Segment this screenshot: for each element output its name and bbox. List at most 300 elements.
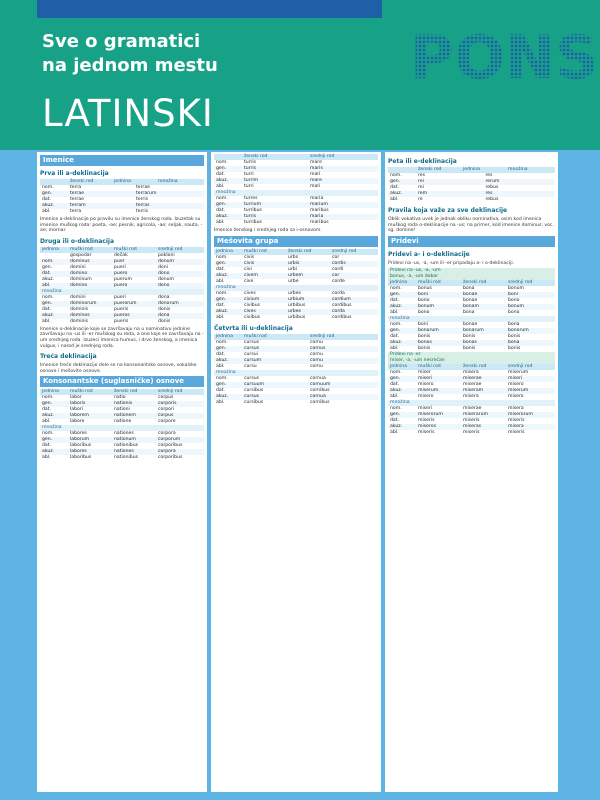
table-cell: gen.: [390, 412, 401, 418]
header-cell: ženski rod: [70, 179, 94, 184]
table-cell: abl.: [390, 430, 399, 436]
header-cell: muški rod: [244, 333, 267, 339]
header-cell: srednji rod: [158, 389, 183, 395]
header-cell: srednji rod: [310, 333, 335, 339]
table-cell: bona: [508, 322, 520, 328]
table-cell: nationis: [114, 401, 133, 407]
table-cell: labore: [70, 419, 85, 425]
table-cell: mari: [310, 172, 321, 177]
table-cell: abl.: [42, 209, 51, 214]
table-cell: dat.: [390, 334, 399, 340]
table-cell: nationi: [114, 407, 130, 413]
table-cell: rem: [418, 191, 428, 196]
table-cell: dominum: [70, 276, 92, 282]
table-cell: pokloni: [158, 252, 175, 258]
table-cell: civis: [244, 254, 255, 260]
table-cell: laboris: [70, 401, 86, 407]
header-cell: jednina: [114, 179, 131, 184]
table-cell: labori: [70, 407, 83, 413]
table-row: [388, 197, 555, 203]
table-cell: urbibus: [288, 314, 306, 320]
table-cell: marium: [310, 202, 328, 207]
header-cell: jednina: [390, 280, 407, 286]
word-label: bonus, -a, -um dobar: [388, 274, 555, 280]
table-cell: nom.: [42, 258, 54, 264]
table-cell: cordis: [332, 260, 346, 266]
table-cell: nationem: [114, 413, 136, 419]
table-cell: misera: [508, 406, 524, 412]
table-cell: puero: [114, 270, 128, 276]
table-cell: bona: [508, 340, 520, 346]
header-strip: [37, 0, 382, 18]
table-cell: pueris: [114, 306, 129, 312]
table-cell: terris: [136, 197, 148, 202]
header-cell: jednina: [216, 248, 233, 254]
table-cell: cornuum: [310, 381, 331, 387]
header-cell: ženski rod: [114, 389, 138, 395]
subtitle-line2: na jednom mestu: [42, 55, 218, 76]
logo-text: PONS: [410, 23, 599, 93]
table-cell: dono: [158, 282, 170, 288]
subtitle-line1: Sve o gramatici: [42, 31, 201, 52]
table-row: [214, 315, 378, 321]
table-cell: terrae: [136, 185, 150, 190]
header-cell: muški rod: [418, 364, 441, 370]
table-cell: urbes: [288, 290, 301, 296]
header-cell: ženski rod: [463, 280, 487, 286]
table-cell: corporibus: [158, 455, 183, 461]
plural-label: množina: [214, 370, 378, 376]
header-cell: muški rod: [70, 389, 93, 395]
table-cell: mari: [310, 184, 321, 189]
table-cell: gen.: [216, 345, 227, 351]
table-cell: abl.: [216, 184, 225, 189]
table-cell: corpus: [158, 413, 174, 419]
table-cell: nom.: [42, 431, 54, 437]
table-cell: corde: [332, 278, 345, 284]
table-cell: bonae: [463, 292, 478, 298]
table-cell: terra: [70, 185, 82, 190]
header: [0, 0, 600, 150]
table-cell: dat.: [42, 443, 51, 449]
table-cell: turri: [244, 184, 254, 189]
table-cell: turri: [244, 172, 254, 177]
table-cell: cursuum: [244, 381, 265, 387]
note: Imenice treće deklinacije dele se na konsonantske osnove, vokalske osnove i mešovite osnove.: [40, 363, 197, 374]
table-cell: miser: [418, 370, 431, 376]
table-cell: nationes: [114, 431, 134, 437]
subtitle: [42, 30, 302, 78]
table-cell: akuz.: [42, 312, 55, 318]
table-cell: civibus: [244, 302, 261, 308]
table-cell: akuz.: [390, 304, 403, 310]
note: Imenice a-deklinacije po pravilu su imenice ženskog roda. Izuzetak su imenice muškog roda: poeta, -ae; pesnik, agricola, -ae; seljak, nauta, -ae; mornar.: [40, 217, 203, 234]
table-row: [40, 455, 204, 461]
table-cell: abl.: [216, 220, 225, 225]
plural-label: množina: [40, 425, 204, 431]
header-cell: muški rod: [70, 246, 93, 252]
table-cell: nom.: [390, 322, 402, 328]
table-cell: cursibus: [244, 399, 264, 405]
header-cell: srednji rod: [332, 248, 357, 254]
table-cell: cursus: [244, 345, 260, 351]
table-cell: maria: [310, 196, 324, 201]
table-cell: puero: [114, 282, 128, 288]
table-cell: corda: [332, 290, 345, 296]
table-cell: corpora: [158, 431, 176, 437]
table-cell: bonis: [463, 334, 476, 340]
table-cell: donis: [158, 318, 171, 324]
plural-label: množina: [214, 285, 378, 291]
table-cell: boni: [418, 292, 428, 298]
table-cell: abl.: [216, 314, 225, 320]
table-cell: natio: [114, 395, 126, 401]
table-cell: urbium: [288, 296, 305, 302]
table-cell: miserum: [418, 388, 439, 394]
header-cell: množina: [508, 167, 528, 172]
table-cell: rebus: [485, 197, 499, 202]
table-cell: bonum: [508, 304, 525, 310]
note: Imenice ženskog i srednjeg roda sa i-osnovom.: [214, 228, 322, 233]
table-row: [214, 400, 378, 406]
table-cell: nom.: [216, 160, 228, 165]
table-cell: miseris: [418, 418, 435, 424]
table-cell: abl.: [390, 394, 399, 400]
table-cell: abl.: [42, 455, 51, 461]
table-cell: civium: [244, 296, 260, 302]
table-cell: donum: [158, 276, 175, 282]
subsection-heading: Pridevi a- i o-deklinacije: [388, 250, 470, 258]
table-cell: corporum: [158, 437, 181, 443]
table-row: [388, 394, 555, 400]
table-cell: cives: [244, 308, 256, 314]
header-cell: muški rod: [418, 280, 441, 286]
table-cell: dat.: [216, 302, 225, 308]
table-cell: nom.: [42, 395, 54, 401]
table-cell: nationibus: [114, 455, 139, 461]
header-cell: ženski rod: [288, 248, 312, 254]
table-cell: akuz.: [216, 308, 229, 314]
note: Oblik vokativa uvek je jednak obliku nominativa, osim kod imenica muškog roda o-deklinacije na -us; na primer, kod imenice dominus: voc. sg. domine!: [388, 217, 554, 234]
subsection-heading: Prva ili a-deklinacija: [40, 170, 109, 177]
table-cell: dat.: [216, 266, 225, 272]
table-cell: cive: [244, 278, 254, 284]
table-cell: rei: [418, 185, 424, 190]
column-2: [211, 152, 381, 792]
table-cell: natione: [114, 419, 132, 425]
table-title: Konsonantske (suglasničke) osnove: [40, 376, 204, 387]
table-cell: abl.: [216, 399, 225, 405]
table-cell: miseris: [508, 430, 525, 436]
pons-logo: [410, 20, 599, 93]
word-label: miser, -a, -um nesrećan: [388, 358, 555, 364]
table-cell: res: [418, 173, 426, 178]
table-cell: akuz.: [216, 214, 229, 219]
table-cell: turrim: [244, 178, 259, 183]
table-cell: urbem: [288, 272, 304, 278]
table-cell: corporis: [158, 401, 177, 407]
table-cell: cornu: [310, 339, 323, 345]
table-cell: cursibus: [244, 387, 264, 393]
table-cell: miseris: [463, 418, 480, 424]
table-cell: abl.: [390, 197, 399, 202]
table-cell: gen.: [216, 260, 227, 266]
table-cell: turribus: [244, 220, 262, 225]
table-cell: cives: [244, 290, 256, 296]
table-cell: bonus: [418, 286, 432, 292]
table-cell: akuz.: [42, 413, 55, 419]
table-cell: gen.: [42, 264, 53, 270]
table-cell: cornua: [310, 393, 326, 399]
table-cell: dominorum: [70, 300, 97, 306]
table-cell: cornus: [310, 345, 326, 351]
column-3: [385, 152, 558, 792]
column-1: [37, 152, 207, 792]
table-cell: domino: [70, 282, 88, 288]
table-cell: re: [418, 197, 423, 202]
table-cell: pueros: [114, 312, 130, 318]
table-row: [214, 279, 378, 285]
table-cell: civi: [244, 266, 252, 272]
table-cell: abl.: [42, 419, 51, 425]
table-cell: cursum: [244, 357, 262, 363]
table-cell: gen.: [42, 191, 53, 196]
table-cell: bona: [463, 310, 475, 316]
table-row: [40, 319, 204, 325]
table-cell: bonis: [418, 346, 431, 352]
table-cell: akuz.: [216, 393, 229, 399]
table-cell: corda: [332, 308, 345, 314]
table-cell: cursus: [244, 339, 260, 345]
table-cell: bona: [463, 286, 475, 292]
table-cell: akuz.: [390, 191, 403, 196]
table-cell: bonae: [463, 322, 478, 328]
plural-label: množina: [214, 190, 378, 196]
table-cell: civem: [244, 272, 258, 278]
table-cell: maria: [310, 214, 324, 219]
table-cell: miserae: [463, 406, 482, 412]
table-cell: urbis: [288, 260, 300, 266]
subsection-heading: Pravila koja važe za sve deklinacije: [388, 207, 508, 214]
table-cell: turres: [244, 196, 258, 201]
table-cell: miseris: [463, 430, 480, 436]
table-cell: abl.: [216, 363, 225, 369]
title: LATINSKI: [42, 92, 214, 135]
header-cell: jednina: [216, 333, 233, 339]
table-cell: abl.: [42, 318, 51, 324]
table-cell: abl.: [390, 310, 399, 316]
table-cell: domini: [70, 264, 86, 270]
table-cell: mare: [310, 160, 322, 165]
section-heading: Imenice: [40, 155, 204, 166]
table-cell: res: [485, 173, 493, 178]
subsection-heading: Treća deklinacija: [40, 353, 97, 361]
table-cell: terrae: [70, 197, 84, 202]
table-cell: terrarum: [136, 191, 157, 196]
table-cell: corpore: [158, 419, 176, 425]
table-cell: terras: [136, 203, 150, 208]
table-cell: gen.: [390, 292, 401, 298]
table-cell: bono: [418, 298, 430, 304]
table-cell: dat.: [42, 270, 51, 276]
table-cell: pueri: [114, 294, 126, 300]
table-cell: bono: [508, 298, 520, 304]
table-cell: akuz.: [216, 272, 229, 278]
table-cell: nom.: [42, 294, 54, 300]
table-cell: nom.: [390, 406, 402, 412]
table-cell: misero: [508, 394, 524, 400]
table-cell: bonis: [418, 334, 431, 340]
table-cell: dona: [158, 294, 170, 300]
table-cell: bonam: [463, 304, 479, 310]
table-cell: bono: [418, 310, 430, 316]
table-cell: labores: [70, 449, 87, 455]
plural-label: množina: [40, 289, 204, 295]
table-cell: nom.: [390, 173, 402, 178]
table-cell: bono: [508, 310, 520, 316]
header-cell: jednina: [42, 246, 59, 252]
table-cell: donis: [158, 306, 171, 312]
table-cell: cornibus: [310, 399, 330, 405]
table-cell: urbibus: [288, 302, 306, 308]
table-cell: misero: [508, 382, 524, 388]
header-cell: srednji rod: [310, 154, 335, 159]
table-cell: akuz.: [390, 340, 403, 346]
table-cell: miserae: [463, 376, 482, 382]
table-cell: urbi: [288, 266, 297, 272]
table-cell: dečak: [114, 252, 128, 258]
table-cell: maribus: [310, 208, 329, 213]
table-cell: laboribus: [70, 443, 92, 449]
table-cell: doni: [158, 264, 168, 270]
table-cell: turribus: [244, 208, 262, 213]
table-cell: miseri: [418, 376, 433, 382]
table-cell: dat.: [42, 407, 51, 413]
table-cell: gen.: [42, 300, 53, 306]
table-cell: nom.: [216, 375, 228, 381]
table-cell: boni: [508, 292, 518, 298]
table-cell: terrae: [70, 191, 84, 196]
table-cell: bonorum: [418, 328, 439, 334]
table-cell: terris: [136, 209, 148, 214]
table-cell: cordium: [332, 296, 351, 302]
table-cell: turrium: [244, 202, 262, 207]
table-cell: res: [485, 191, 493, 196]
table-cell: cor: [332, 254, 340, 260]
header-cell: ženski rod: [418, 167, 442, 172]
table-cell: bonae: [463, 298, 478, 304]
table-cell: misero: [418, 394, 434, 400]
table-cell: nationum: [114, 437, 136, 443]
section-heading: Pridevi: [388, 236, 555, 247]
table-cell: nom.: [390, 286, 402, 292]
table-cell: laboribus: [70, 455, 92, 461]
table-cell: misera: [508, 424, 524, 430]
table-cell: akuz.: [42, 276, 55, 282]
table-cell: abl.: [216, 278, 225, 284]
table-cell: cornibus: [310, 387, 330, 393]
table-cell: dat.: [216, 387, 225, 393]
table-cell: miserae: [463, 382, 482, 388]
header-cell: jednina: [42, 389, 59, 395]
table-cell: rebus: [485, 185, 499, 190]
table-cell: miseros: [418, 424, 436, 430]
table-cell: cordibus: [332, 302, 352, 308]
table-cell: dono: [158, 270, 170, 276]
table-cell: cordi: [332, 266, 344, 272]
table-cell: dat.: [42, 197, 51, 202]
plural-label: množina: [388, 316, 555, 322]
table-cell: nationibus: [114, 443, 139, 449]
header-cell: srednji rod: [508, 364, 533, 370]
table-cell: bonis: [508, 346, 521, 352]
table-row: [214, 364, 378, 370]
table-cell: dat.: [390, 185, 399, 190]
table-cell: misera: [463, 394, 479, 400]
table-cell: akuz.: [216, 357, 229, 363]
table-cell: bonis: [508, 334, 521, 340]
table-cell: corpori: [158, 407, 175, 413]
table-cell: nom.: [42, 185, 54, 190]
table-cell: corporibus: [158, 443, 183, 449]
table-cell: gen.: [390, 376, 401, 382]
table-cell: pueris: [114, 318, 129, 324]
note: Imenice o-deklinacije koje se završavaju na u nominativu jednine završavaju na -us ili -er mušskog su roda, a one koje se završavaju na -um srednjeg roda. Izuzeci imenica humus, i drvo ženskog, a imenica vulgus, i narod je srednjeg roda.: [40, 326, 204, 349]
note: Pridevi na -us, -a, -um ili -er pripadaju a- i o-deklinaciji.: [388, 260, 515, 266]
table-cell: cornu: [310, 351, 323, 357]
table-label: Pridevi na -us, -a, -um: [388, 268, 555, 274]
table-cell: gen.: [216, 202, 227, 207]
table-cell: bonarum: [463, 328, 484, 334]
table-cell: miserorum: [418, 412, 443, 418]
table-cell: akuz.: [42, 449, 55, 455]
table-cell: miserorum: [508, 412, 533, 418]
table-title: Mešovita grupa: [214, 236, 378, 247]
table-cell: akuz.: [390, 424, 403, 430]
table-label: Pridevi na -er: [388, 352, 555, 358]
table-cell: bonis: [463, 346, 476, 352]
table-cell: nom.: [216, 290, 228, 296]
table-cell: dona: [158, 312, 170, 318]
header-cell: množina: [158, 179, 178, 184]
header-cell: srednji rod: [158, 246, 183, 252]
table-cell: rei: [418, 179, 424, 184]
table-cell: bonos: [418, 340, 432, 346]
table-cell: gen.: [216, 166, 227, 171]
table-cell: dominus: [70, 258, 90, 264]
plural-label: množina: [388, 400, 555, 406]
table-cell: gen.: [390, 179, 401, 184]
table-cell: akuz.: [42, 203, 55, 208]
table-cell: turris: [244, 214, 257, 219]
header-cell: ženski rod: [463, 364, 487, 370]
table-cell: miseras: [463, 424, 482, 430]
table-cell: dat.: [216, 208, 225, 213]
subsection-heading: Peta ili e-deklinacija: [388, 158, 457, 165]
table-cell: cornu: [310, 357, 323, 363]
table-cell: nom.: [216, 254, 228, 260]
table-cell: misero: [418, 382, 434, 388]
table-cell: cornu: [310, 363, 323, 369]
table-cell: dat.: [216, 172, 225, 177]
header-cell: srednji rod: [508, 280, 533, 286]
table-row: [214, 220, 378, 226]
table-cell: gospodar: [70, 252, 92, 258]
table-cell: civibus: [244, 314, 261, 320]
table-cell: abl.: [42, 282, 51, 288]
header-cell: muški rod: [114, 246, 137, 252]
table-cell: miseram: [463, 388, 484, 394]
